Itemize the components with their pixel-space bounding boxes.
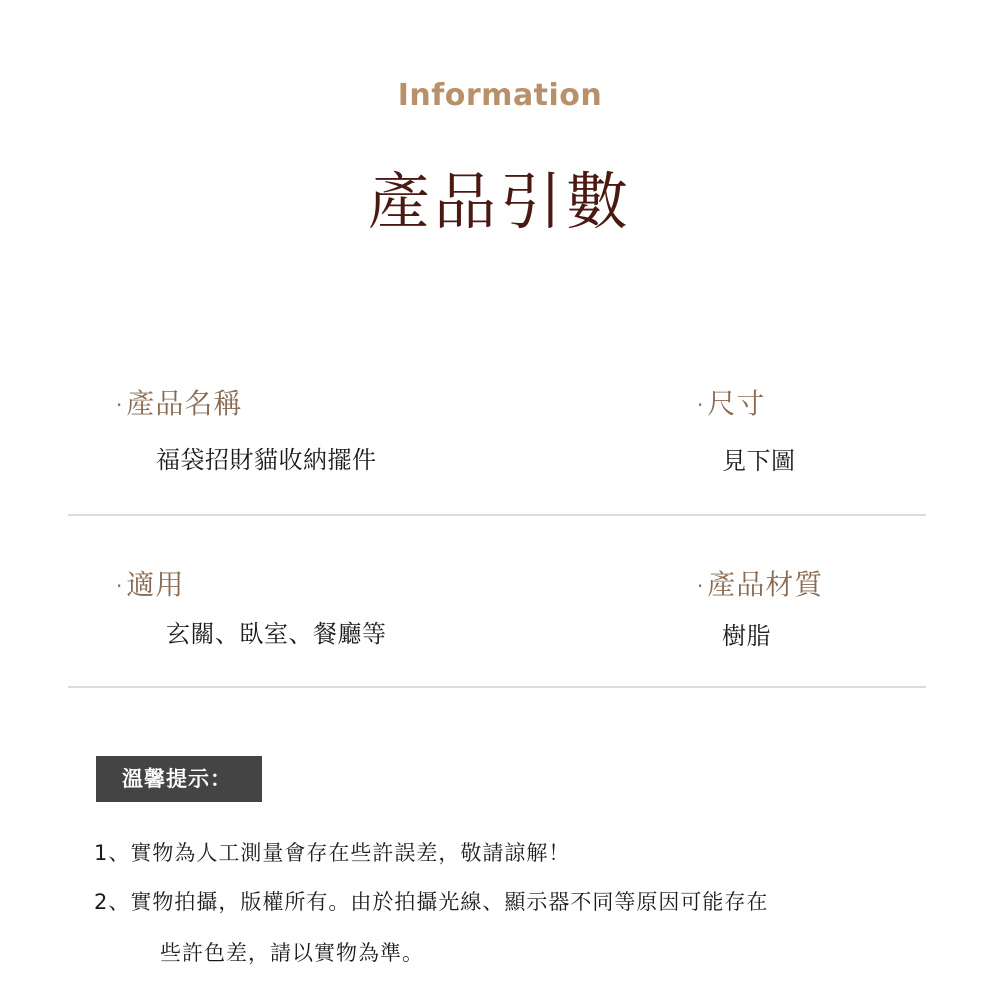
spec-label-product-name — [116, 382, 242, 422]
tip-note-1: 1、實物為人工測量會存在些許誤差，敬請諒解！ — [94, 841, 571, 865]
spec-value-usage: 玄關、臥室、餐廳等 — [166, 620, 387, 648]
spec-label-size — [697, 382, 765, 422]
tip-badge: 溫馨提示： — [96, 756, 262, 802]
spec-value-size: 見下圖 — [722, 447, 796, 475]
spec-value-product-name: 福袋招財貓收納擺件 — [156, 446, 377, 474]
divider — [68, 686, 926, 688]
information-heading: Information — [397, 78, 603, 113]
bullet-dot-icon: · — [116, 574, 124, 598]
bullet-dot-icon: · — [116, 393, 124, 417]
tip-note-2: 2、實物拍攝，版權所有。由於拍攝光線、顯示器不同等原因可能存在 — [94, 890, 769, 914]
spec-label-material — [697, 563, 823, 603]
spec-value-material: 樹脂 — [722, 622, 771, 650]
spec-label-text: 適用 — [126, 568, 185, 601]
bullet-dot-icon: · — [697, 574, 705, 598]
bullet-dot-icon: · — [697, 393, 705, 417]
tip-note-3: 些許色差，請以實物為準。 — [160, 941, 424, 965]
spec-label-usage — [116, 563, 184, 603]
spec-label-text: 產品材質 — [707, 568, 824, 601]
page-title: 產品引數 — [367, 165, 632, 238]
divider — [68, 514, 926, 516]
spec-label-text: 尺寸 — [707, 387, 766, 420]
spec-label-text: 產品名稱 — [126, 387, 243, 420]
